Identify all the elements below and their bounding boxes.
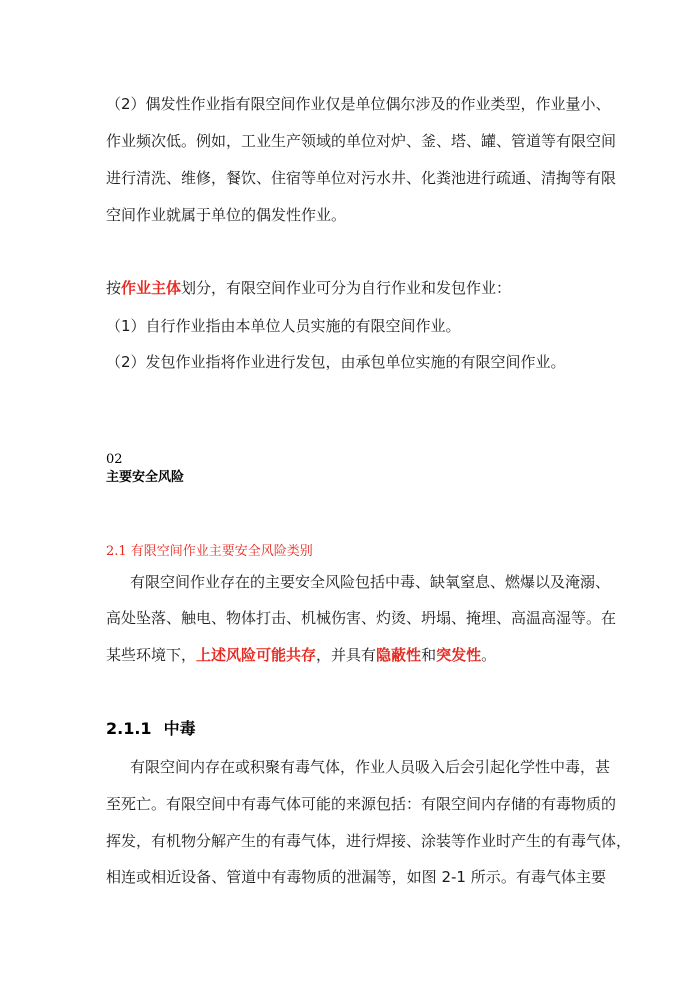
emphasis-text: 隐蔽性	[376, 646, 422, 664]
paragraph-line: （2）发包作业指将作业进行发包，由承包单位实施的有限空间作业。	[106, 353, 566, 371]
text-run: 划分，有限空间作业可分为自行作业和发包作业：	[181, 279, 512, 297]
paragraph-line: 高处坠落、触电、物体打击、机械伤害、灼烫、坍塌、掩埋、高温高湿等。在	[106, 609, 617, 627]
subsubsection-heading	[106, 719, 196, 739]
heading-number: 2.1.1	[106, 719, 152, 738]
paragraph-line: 有限空间内存在或积聚有毒气体，作业人员吸入后会引起化学性中毒，甚	[130, 758, 611, 776]
emphasis-text: 作业主体	[121, 279, 182, 297]
subsection-heading: 2.1 有限空间作业主要安全风险类别	[106, 544, 313, 559]
text-run: 和	[421, 646, 437, 664]
emphasis-text: 突发性	[436, 646, 482, 664]
paragraph-line: （1）自行作业指由本单位人员实施的有限空间作业。	[106, 317, 461, 335]
text-run: 某些环境下，	[106, 646, 197, 664]
paragraph-line	[106, 278, 606, 298]
paragraph-line: 作业频次低。例如，工业生产领域的单位对炉、釜、塔、罐、管道等有限空间	[106, 132, 617, 150]
section-title: 主要安全风险	[106, 470, 185, 485]
paragraph-line: 挥发，有机物分解产生的有毒气体，进行焊接、涂装等作业时产生的有毒气体，	[106, 832, 632, 850]
text-run: ，并具有	[316, 646, 377, 664]
text-run: 按	[106, 279, 122, 297]
text-run: 。	[481, 646, 497, 664]
paragraph-line: 相连或相近设备、管道中有毒物质的泄漏等，如图 2-1 所示。有毒气体主要	[106, 868, 606, 886]
emphasis-text: 上述风险可能共存	[196, 646, 317, 664]
paragraph-line: （2）偶发性作业指有限空间作业仅是单位偶尔涉及的作业类型，作业量小、	[106, 95, 611, 113]
heading-title: 中毒	[163, 719, 196, 738]
paragraph-line: 空间作业就属于单位的偶发性作业。	[106, 206, 347, 224]
paragraph-line: 有限空间作业存在的主要安全风险包括中毒、缺氧窒息、燃爆以及淹溺、	[130, 573, 611, 591]
paragraph-line: 进行清洗、维修，餐饮、住宿等单位对污水井、化粪池进行疏通、清掏等有限	[106, 169, 617, 187]
section-number: 02	[106, 452, 123, 467]
paragraph-line: 至死亡。有限空间中有毒气体可能的来源包括：有限空间内存储的有毒物质的	[106, 795, 617, 813]
paragraph-line	[106, 645, 606, 665]
